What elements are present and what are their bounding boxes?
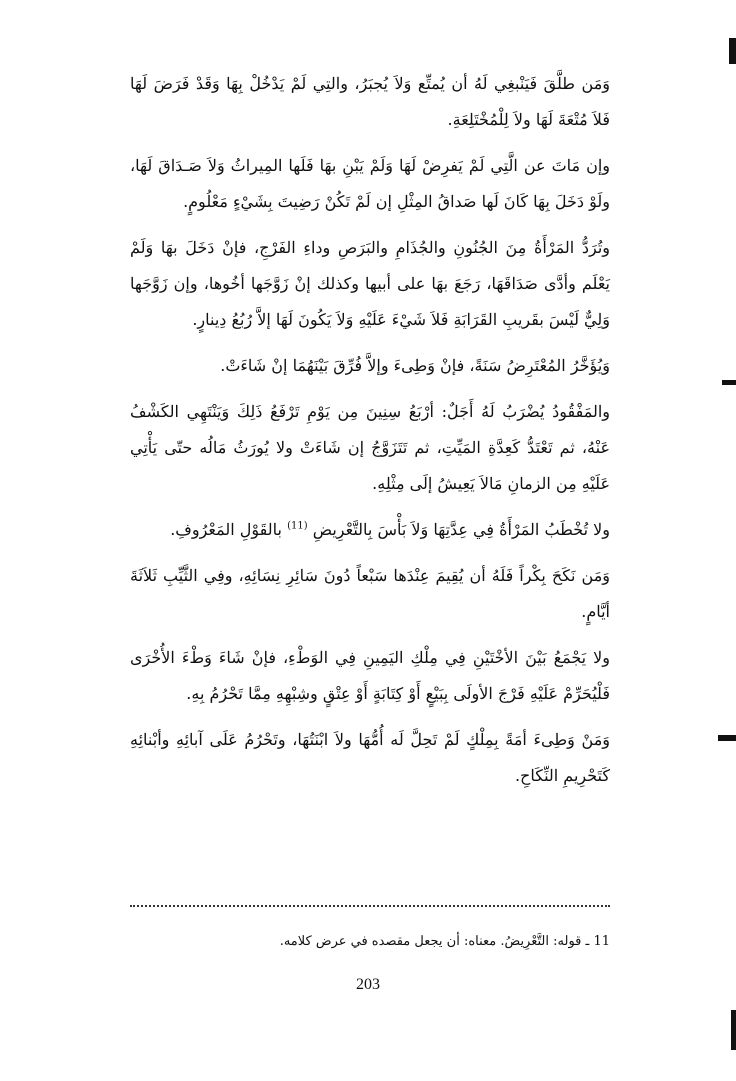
paragraph-7: وَمَن نَكَحَ بِكْراً فَلَهُ أن يُقِيمَ عِنْدَها سَبْعاً دُونَ سَائِرِ نِسَائِهِ، وفِي الثَّيِّبِ ثَلاَثَةَ أيَّامٍ. [130,566,610,621]
page-number: 203 [356,976,380,993]
paragraph-6-text-after: بالقَوْلِ المَعْرُوفِ. [170,520,282,539]
paragraph-3: وتُرَدُّ المَرْأَةُ مِنَ الجُنُونِ والجُذَامِ والبَرَصِ وداءِ الفَرْجِ، فإنْ دَخَلَ بهَا وَلَمْ يَعْلَم وأدَّى صَدَاقَهَا، رَجَعَ بهَا على أبيها وكذلك إنْ زَوَّجَها أخُوها، وإن زَوَّجَها وَلِيٌّ لَيْسَ بقَريبِ القَرَابَةِ فَلاَ شَيْءَ عَلَيْهِ وَلاَ يَكُونَ لَهَا إلاَّ رُبُعُ دِينارٍ. [130,238,610,329]
paragraph-6 [130,512,610,548]
main-text-body [130,66,610,804]
paragraph-8: ولا يَجْمَعُ بَيْنَ الأخْتَيْنِ فِي مِلْكِ اليَمِينِ فِي الوَطْءِ، فإنْ شَاءَ وَطْءَ الأُخْرَى فَلْيُحَرِّمْ عَلَيْهِ فَرْجَ الأولَى بِبَيْعٍ أَوْ كِتَابَةٍ أَوْ عِتْقٍ وشِبْهِهِ مِمَّا تَحْرُمُ بِهِ. [130,648,610,703]
footnote-separator [130,905,610,907]
scan-edge-mark [718,735,736,741]
footnote: 11 ـ قوله: التَّعْرِيضُ. معناه: أن يجعل مقصده في عرض كلامه. [279,934,610,949]
paragraph-9: وَمَنْ وَطِىءَ أمَةً بِمِلْكٍ لَمْ تَحِلَّ لَه أُمُّهَا ولاَ ابْنَتُهَا، وتَحْرُمُ عَلَى آبائِهِ وأبْنائِهِ كَتَحْرِيمِ النِّكَاحِ. [130,730,610,785]
scan-edge-mark [722,380,736,385]
paragraph-5: والمَفْقُودُ يُضْرَبُ لَهُ أَجَلٌ: أرْبَعُ سِنِينَ مِن يَوْمِ تَرْفَعُ ذَلِكَ وَيَنْتَهِي الكَشْفُ عَنْهُ، ثم تَعْتَدُّ كَعِدَّةِ المَيِّتِ، ثم تَتَزَوَّجُ إن شَاءَتْ ولا يُورَثُ مَالُه حتّى يَأْتِي عَلَيْهِ مِن الزمانِ مَالاَ يَعِيشُ إلَى مِثْلِهِ. [130,402,610,493]
paragraph-6-text: ولا تُخْطَبُ المَرْأَةُ فِي عِدَّتِهَا وَلاَ بَأْسَ بِالتَّعْرِيضِ [312,520,610,539]
scan-edge-mark [729,38,736,64]
paragraph-1: وَمَن طلَّقَ فَيَنْبغِي لَهُ أن يُمتِّع وَلاَ يُجبَرُ، والتِي لَمْ يَدْخُلْ بِهَا وَقَدْ فَرَضَ لَهَا فَلاَ مُتْعَةَ لَهَا ولاَ لِلْمُخْتَلِعَةِ. [130,74,610,129]
footnote-reference: (11) [287,520,308,532]
scan-edge-mark [731,1010,736,1050]
paragraph-2: وإن مَاتَ عن الَّتِي لَمْ يَفرِضْ لَهَا وَلَمْ يَبْنِ بهَا فَلَها المِيراثُ وَلاَ صَـدَاقَ لَهَا، ولَوْ دَخَلَ بِهَا كَانَ لَها صَداقُ المِثْلِ إن لَمْ تَكُنْ رَضِيتَ بِشَيْءٍ مَعْلُومٍ. [130,156,610,211]
paragraph-4: وَيُؤَخَّرُ المُعْتَرِضُ سَنَةً، فإنْ وَطِىءَ وإلاَّ فُرِّقَ بَيْنَهُمَا إنْ شَاءَتْ. [220,356,610,375]
